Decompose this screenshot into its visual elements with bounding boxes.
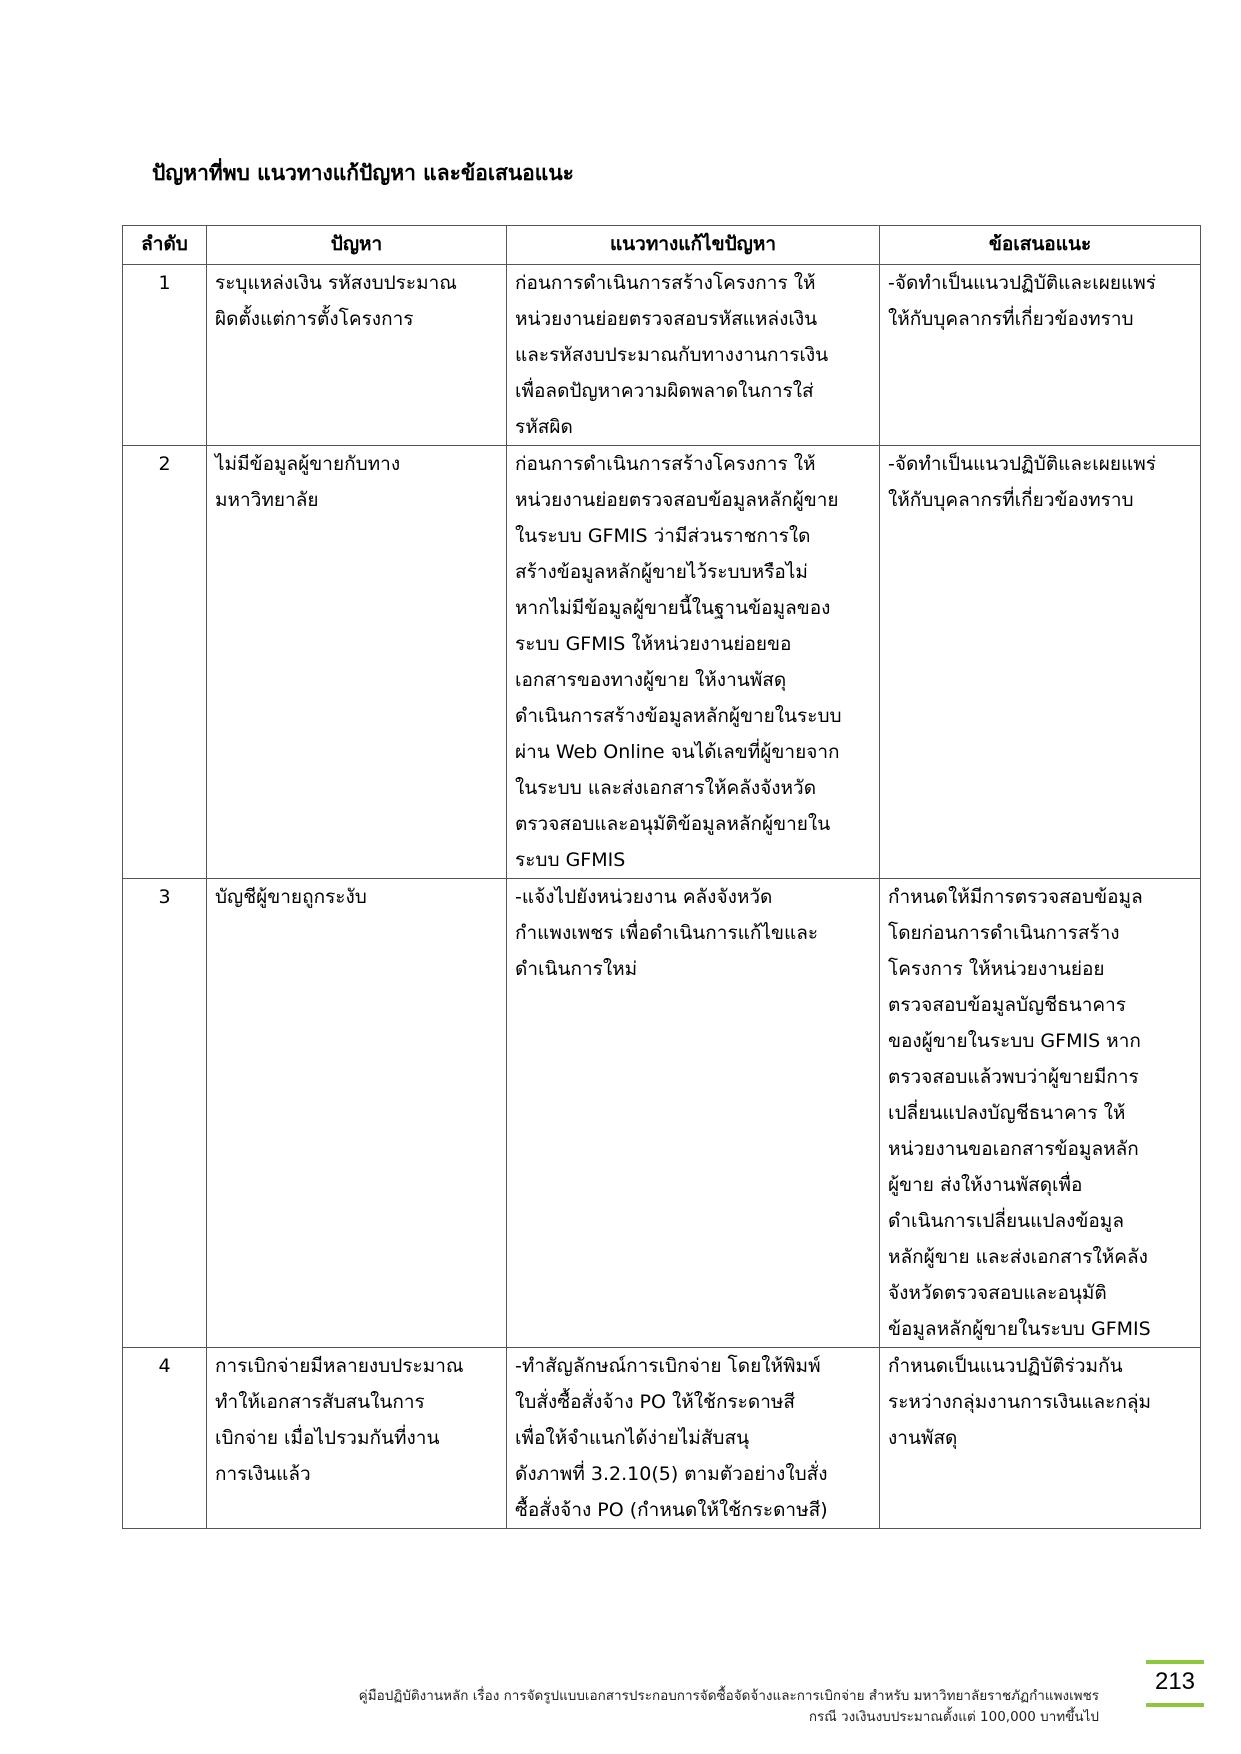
problem-cell (207, 265, 507, 446)
solution-cell (507, 879, 880, 1348)
cell-text-line: ซื้อสั่งจ้าง PO (กำหนดให้ใช้กระดาษสี) (515, 1499, 828, 1521)
header-solution: แนวทางแก้ไขปัญหา (507, 226, 880, 265)
cell-text-line: โครงการ ให้หน่วยงานย่อย (888, 958, 1105, 980)
footer-line-1: คู่มือปฏิบัติงานหลัก เรื่อง การจัดรูปแบบเอกสารประกอบการจัดซื้อจัดจ้างและการเบิกจ่าย สำหรับ มหาวิทยาลัยราชภัฏกำแพงเพชร (358, 1688, 1099, 1704)
row-number-cell: 2 (123, 446, 207, 879)
row-number-cell: 4 (123, 1348, 207, 1529)
cell-text-line: กำหนดเป็นแนวปฏิบัติร่วมกัน (888, 1355, 1123, 1377)
cell-text-line: และรหัสงบประมาณกับทางงานการเงิน (515, 344, 829, 366)
cell-text-line: ก่อนการดำเนินการสร้างโครงการ ให้ (515, 453, 816, 475)
cell-text-line: ระบบ GFMIS (515, 849, 626, 871)
footer-line-2: กรณี วงเงินงบประมาณตั้งแต่ 100,000 บาทขึ้นไป (808, 1709, 1099, 1725)
cell-text-line: ทำให้เอกสารสับสนในการ (215, 1391, 425, 1413)
cell-text-line: ในระบบ และส่งเอกสารให้คลังจังหวัด (515, 777, 817, 799)
cell-text-line: เบิกจ่าย เมื่อไปรวมกันที่งาน (215, 1427, 440, 1449)
cell-text-line: ให้กับบุคลากรที่เกี่ยวข้องทราบ (888, 308, 1134, 330)
solution-cell (507, 446, 880, 879)
cell-text-line: หน่วยงานขอเอกสารข้อมูลหลัก (888, 1138, 1139, 1160)
table-row (123, 1348, 1201, 1529)
cell-text-line: ระบบ GFMIS ให้หน่วยงานย่อยขอ (515, 633, 792, 655)
cell-text-line: สร้างข้อมูลหลักผู้ขายไว้ระบบหรือไม่ (515, 561, 808, 583)
suggestion-cell (880, 265, 1201, 446)
cell-text-line: การเบิกจ่ายมีหลายงบประมาณ (215, 1355, 464, 1377)
cell-text-line: ดำเนินการสร้างข้อมูลหลักผู้ขายในระบบ (515, 705, 842, 727)
solution-cell (507, 1348, 880, 1529)
cell-text-line: ข้อมูลหลักผู้ขายในระบบ GFMIS (888, 1318, 1151, 1340)
problem-cell (207, 879, 507, 1348)
cell-text-line: ดำเนินการเปลี่ยนแปลงข้อมูล (888, 1210, 1124, 1232)
row-number-cell: 1 (123, 265, 207, 446)
table-row (123, 265, 1201, 446)
cell-text-line: ระบุแหล่งเงิน รหัสงบประมาณ (215, 272, 457, 294)
page-number-bar-bottom (1146, 1703, 1204, 1707)
cell-text-line: ระหว่างกลุ่มงานการเงินและกลุ่ม (888, 1391, 1152, 1413)
cell-text-line: ให้กับบุคลากรที่เกี่ยวข้องทราบ (888, 489, 1134, 511)
suggestion-cell (880, 1348, 1201, 1529)
cell-text-line: มหาวิทยาลัย (215, 489, 319, 511)
cell-text-line: ก่อนการดำเนินการสร้างโครงการ ให้ (515, 272, 816, 294)
table-row (123, 879, 1201, 1348)
cell-text-line: -จัดทำเป็นแนวปฏิบัติและเผยแพร่ (888, 272, 1157, 294)
cell-text-line: ผู้ขาย ส่งให้งานพัสดุเพื่อ (888, 1174, 1083, 1196)
cell-text-line: -จัดทำเป็นแนวปฏิบัติและเผยแพร่ (888, 453, 1157, 475)
table-row (123, 446, 1201, 879)
cell-text-line: เพื่อให้จำแนกได้ง่ายไม่สับสนุ (515, 1427, 750, 1449)
cell-text-line: รหัสผิด (515, 416, 573, 438)
header-problem: ปัญหา (207, 226, 507, 265)
footer (359, 1686, 1099, 1728)
cell-text-line: เพื่อลดปัญหาความผิดพลาดในการใส่ (515, 380, 814, 402)
cell-text-line: กำหนดให้มีการตรวจสอบข้อมูล (888, 886, 1143, 908)
cell-text-line: ดังภาพที่ 3.2.10(5) ตามตัวอย่างใบสั่ง (515, 1463, 828, 1485)
cell-text-line: หน่วยงานย่อยตรวจสอบข้อมูลหลักผู้ขาย (515, 489, 839, 511)
cell-text-line: ผ่าน Web Online จนได้เลขที่ผู้ขายจาก (515, 741, 840, 763)
page-number: 213 (1154, 1668, 1196, 1695)
header-no: ลำดับ (123, 226, 207, 265)
cell-text-line: ไม่มีข้อมูลผู้ขายกับทาง (215, 453, 401, 475)
row-number-cell: 3 (123, 879, 207, 1348)
cell-text-line: หลักผู้ขาย และส่งเอกสารให้คลัง (888, 1246, 1148, 1268)
cell-text-line: การเงินแล้ว (215, 1463, 311, 1485)
cell-text-line: ในระบบ GFMIS ว่ามีส่วนราชการใด (515, 525, 811, 547)
solution-cell (507, 265, 880, 446)
cell-text-line: ใบสั่งซื้อสั่งจ้าง PO ให้ใช้กระดาษสี (515, 1391, 795, 1413)
cell-text-line: กำแพงเพชร เพื่อดำเนินการแก้ไขและ (515, 922, 819, 944)
cell-text-line: ตรวจสอบแล้วพบว่าผู้ขายมีการ (888, 1066, 1139, 1088)
cell-text-line: โดยก่อนการดำเนินการสร้าง (888, 922, 1120, 944)
table-header-row (123, 226, 1201, 265)
header-suggestion: ข้อเสนอแนะ (880, 226, 1201, 265)
section-title: ปัญหาที่พบ แนวทางแก้ปัญหา และข้อเสนอแนะ (152, 161, 574, 185)
cell-text-line: ตรวจสอบข้อมูลบัญชีธนาคาร (888, 994, 1126, 1016)
issues-table (122, 225, 1201, 1529)
cell-text-line: บัญชีผู้ขายถูกระงับ (215, 886, 367, 908)
cell-text-line: เปลี่ยนแปลงบัญชีธนาคาร ให้ (888, 1102, 1126, 1124)
cell-text-line: จังหวัดตรวจสอบและอนุมัติ (888, 1282, 1107, 1304)
cell-text-line: งานพัสดุ (888, 1427, 958, 1449)
cell-text-line: ของผู้ขายในระบบ GFMIS หาก (888, 1030, 1141, 1052)
suggestion-cell (880, 446, 1201, 879)
cell-text-line: -ทำสัญลักษณ์การเบิกจ่าย โดยให้พิมพ์ (515, 1355, 821, 1377)
cell-text-line: ดำเนินการใหม่ (515, 958, 638, 980)
page-number-bar-top (1146, 1660, 1204, 1664)
cell-text-line: หากไม่มีข้อมูลผู้ขายนี้ในฐานข้อมูลของ (515, 597, 831, 619)
cell-text-line: ตรวจสอบและอนุมัติข้อมูลหลักผู้ขายใน (515, 813, 831, 835)
problem-cell (207, 1348, 507, 1529)
table-body (123, 265, 1201, 1529)
suggestion-cell (880, 879, 1201, 1348)
problem-cell (207, 446, 507, 879)
cell-text-line: -แจ้งไปยังหน่วยงาน คลังจังหวัด (515, 886, 773, 908)
cell-text-line: หน่วยงานย่อยตรวจสอบรหัสแหล่งเงิน (515, 308, 818, 330)
cell-text-line: เอกสารของทางผู้ขาย ให้งานพัสดุ (515, 669, 787, 691)
cell-text-line: ผิดตั้งแต่การตั้งโครงการ (215, 308, 414, 330)
